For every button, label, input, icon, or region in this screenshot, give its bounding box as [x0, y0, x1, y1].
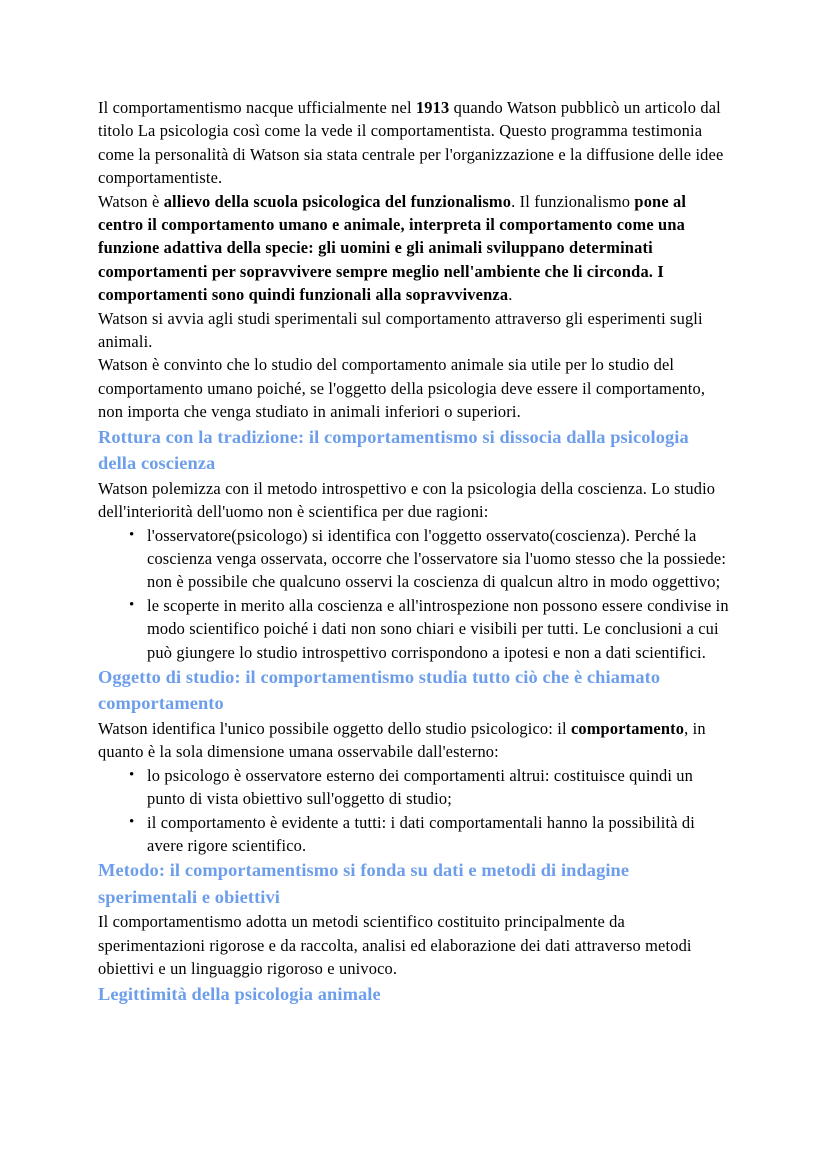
text-run: Il comportamentismo nacque ufficialmente nel	[98, 98, 416, 117]
heading-oggetto-di-studio: Oggetto di studio: il comportamentismo studia tutto ciò che è chiamato comportamento	[98, 666, 661, 714]
paragraph-studi-sperimentali	[98, 307, 731, 354]
paragraph-comportamento-animale	[98, 353, 731, 423]
list-due-ragioni	[98, 524, 731, 664]
text-run: , in quanto è la sola dimensione umana osservabile dall'esterno:	[98, 718, 706, 762]
text-run: Watson è convinto che lo studio del comportamento animale sia utile per lo studio del comportamento umano poiché, se l'oggetto della psicologia deve essere il comportamento, non importa che venga studiato in animali inferiori o superiori.	[98, 355, 706, 422]
text-run: Watson polemizza con il metodo introspettivo e con la psicologia della coscienza. Lo studio dell'interiorità dell'uomo non è scientifica per due ragioni:	[98, 478, 716, 522]
list-item: • lo psicologo è osservatore esterno dei comportamenti altrui: costituisce quindi un punto di vista obiettivo sull'oggetto di studio;	[98, 764, 731, 811]
text-run-bold: allievo della scuola psicologica del funzionalismo	[163, 191, 512, 211]
text-run: Watson identifica l'unico possibile oggetto dello studio psicologico: il	[98, 718, 571, 738]
heading-metodo: Metodo: il comportamentismo si fonda su dati e metodi di indagine sperimentali e obiettivi	[98, 860, 630, 907]
list-item: • le scoperte in merito alla coscienza e all'introspezione non possono essere condivise in modo scientifico poiché i dati non sono chiari e visibili per tutti. Le conclusioni a cui può giungere lo studio introspettivo corrispondono a ipotesi e non a dati scientifici.	[98, 594, 731, 664]
text-run-bold: pone al centro il comportamento umano e animale, interpreta il comportamento come una funzione adattiva della specie: gli uomini e gli animali sviluppano determinati comportamenti per sopravvivere sempre meglio nell'ambiente che li circonda. I comportamenti sono quindi funzionali alla sopravvivenza	[98, 191, 687, 305]
paragraph-funzionalismo	[98, 190, 731, 307]
heading-legittimita-psicologia-animale: Legittimità della psicologia animale	[98, 983, 381, 1004]
text-run: Watson è	[98, 191, 164, 211]
paragraph-metodo-scientifico	[98, 910, 731, 980]
heading-rottura-tradizione: Rottura con la tradizione: il comportamentismo si dissocia dalla psicologia della coscienza	[98, 426, 689, 474]
list-oggetto-studio	[98, 764, 731, 858]
document-body	[98, 96, 731, 1007]
text-run-bold: comportamento	[570, 718, 685, 738]
paragraph-oggetto-comportamento	[98, 717, 731, 764]
list-item: • l'osservatore(psicologo) si identifica con l'oggetto osservato(coscienza). Perché la coscienza venga osservata, occorre che l'osservatore sia l'uomo stesso che la possiede: non è possibile che qualcuno osservi la coscienza di qualcun altro in modo oggettivo;	[98, 524, 731, 594]
text-run: Il comportamentismo adotta un metodi scientifico costituito principalmente da sperimentazioni rigorose e da raccolta, analisi ed elaborazione dei dati attraverso metodi obiettivi e un linguaggio rigoroso e univoco.	[98, 912, 692, 979]
text-run: . Il funzionalismo	[511, 191, 635, 211]
list-item: • il comportamento è evidente a tutti: i dati comportamentali hanno la possibilità di avere rigore scientifico.	[98, 811, 731, 858]
text-run-bold-year: 1913	[415, 98, 450, 117]
text-run: .	[508, 285, 513, 305]
text-run: Watson si avvia agli studi sperimentali sul comportamento attraverso gli esperimenti sugli animali.	[98, 308, 703, 352]
paragraph-intro	[98, 96, 731, 190]
text-run: quando Watson pubblicò un articolo dal titolo La psicologia così come la vede il comportamentista. Questo programma testimonia come la personalità di Watson sia stata centrale per l'organizzazione e la diffusione delle idee comportamentiste.	[98, 98, 724, 188]
paragraph-polemica-introspezione	[98, 477, 731, 524]
